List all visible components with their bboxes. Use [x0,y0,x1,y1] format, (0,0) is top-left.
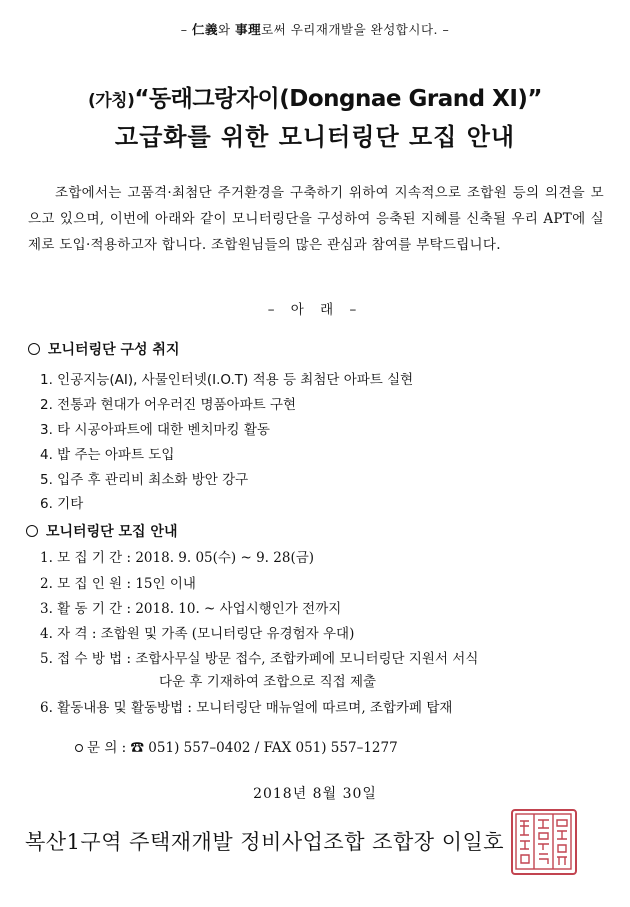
section2-item-5-continued: 다운 후 기재하여 조합으로 직접 제출 [159,674,377,690]
section1-item-3: 3. 타 시공아파트에 대한 벤치마킹 활동 [40,422,270,438]
section1-item-6: 6. 기타 [40,496,84,512]
section1-item-2: 2. 전통과 현대가 어우러진 명품아파트 구현 [40,397,297,413]
section2-item-4: 4. 자 격 : 조합원 및 가족 (모니터링단 유경험자 우대) [40,626,355,642]
small-circle-icon [75,744,83,752]
title-main: “동래그랑자이(Dongnae Grand XI)” [134,86,543,112]
section2-item-1: 1. 모 집 기 간 : 2018. 9. 05(수) ~ 9. 28(금) [40,550,315,566]
title-line-2: 고급화를 위한 모니터링단 모집 안내 [114,123,516,151]
section2-item-5: 5. 접 수 방 법 : 조합사무실 방문 접수, 조합카페에 모니터링단 지원서 서식 [40,651,479,667]
section1-item-5: 5. 입주 후 관리비 최소화 방안 강구 [40,472,249,488]
circle-bullet-icon [26,525,38,537]
intro-paragraph: 조합에서는 고품격·최첨단 주거환경을 구축하기 위하여 지속적으로 조합원 등의 의견을 모으고 있으며, 이번에 아래와 같이 모니터링단을 구성하여 응축된 지혜를 신축될 우리 APT에 실제로 도입·적용하고자 합니다. 조합원님들의 많은 관심과 참여를 부탁드립니다. [28,185,604,253]
section1-item-4: 4. 밥 주는 아파트 도입 [40,447,175,463]
contact-value: ☎ 051) 557–0402 / FAX 051) 557–1277 [130,740,398,756]
section2-heading [26,521,177,541]
motto-rest: 로써 우리재개발을 완성합시다. – [261,22,450,37]
section2-heading-text: 모니터링단 모집 안내 [46,524,178,540]
section1-item-1: 1. 인공지능(AI), 사물인터넷(I.O.T) 적용 등 최첨단 아파트 실현 [40,372,414,388]
official-seal-icon [511,809,577,875]
signature-line: 복산1구역 주택재개발 정비사업조합 조합장 이일호 [25,830,505,854]
section2-item-2: 2. 모 집 인 원 : 15인 이내 [40,576,196,592]
motto-prefix: – [180,22,192,37]
motto-bold-2: 事理 [235,22,262,37]
motto-mid: 와 [218,22,236,37]
below-marker: – 아 래 – [267,302,363,318]
circle-bullet-icon [28,343,40,355]
notice-date: 2018년 8월 30일 [253,786,377,802]
contact-line [75,736,398,756]
section2-item-3: 3. 활 동 기 간 : 2018. 10. ~ 사업시행인가 전까지 [40,601,342,617]
motto-bold-1: 仁義 [192,22,219,37]
section2-item-6: 6. 활동내용 및 활동방법 : 모니터링단 매뉴얼에 따르며, 조합카페 탑재 [40,700,453,716]
contact-label: 문 의 : [87,740,127,756]
section1-heading [28,339,179,359]
motto-line [0,20,630,38]
title-line-1 [0,80,630,113]
title-prefix: (가칭) [87,91,135,111]
seal-pattern-icon [513,811,574,872]
section1-heading-text: 모니터링단 구성 취지 [48,342,180,358]
